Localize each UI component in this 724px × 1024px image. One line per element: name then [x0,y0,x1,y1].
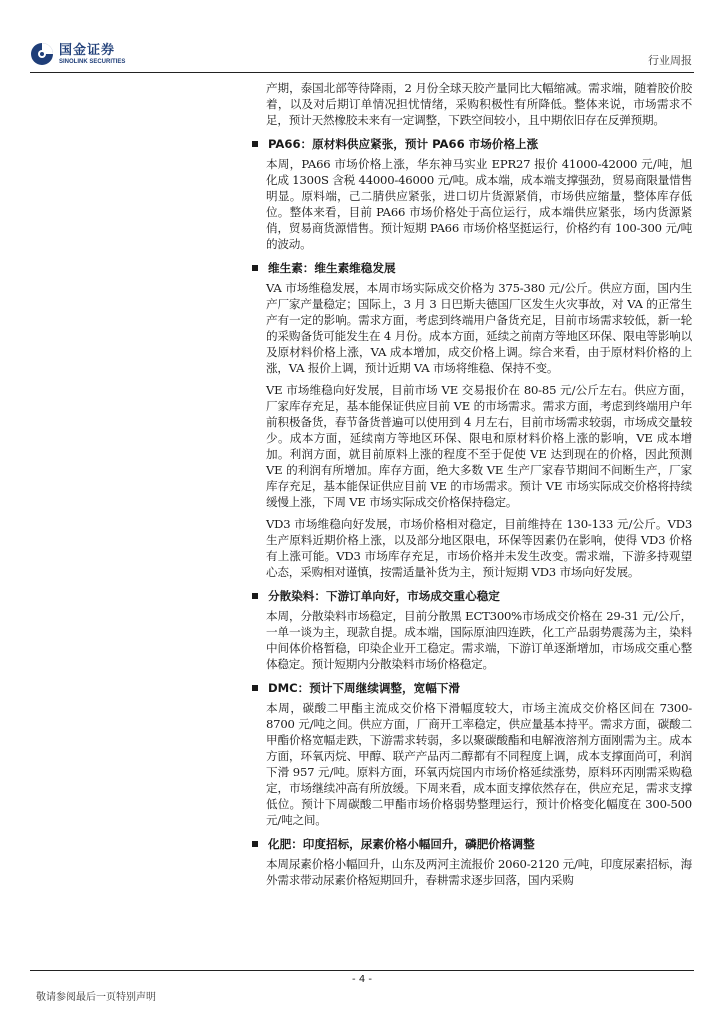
section-paragraph: VD3 市场维稳向好发展，市场价格相对稳定，目前维持在 130-133 元/公斤。VD3 生产原料近期价格上涨，以及部分地区限电，环保等因素仍在影响，使得 VD3 价格有上涨可能。VD3 市场库存充足，市场价格并未发生改变。需求端，下游多持观望心态，采购相对谨慎，按需适量补货为主，预计短期 VD3 市场向好发展。 [266,517,692,579]
report-section [252,80,692,128]
section-heading [252,588,692,604]
section-heading [252,680,692,696]
section-heading-text: PA66：原材料供应紧张，预计 PA66 市场价格上涨 [268,137,539,151]
header-divider [30,72,694,73]
report-body [252,80,692,894]
page-number: - 4 - [352,974,372,985]
report-section [252,680,692,828]
section-heading-text: 维生素：维生素维稳发展 [268,261,396,275]
section-heading-text: DMC：预计下周继续调整，宽幅下滑 [268,681,460,695]
square-bullet-icon [252,685,258,691]
section-heading [252,836,692,852]
square-bullet-icon [252,593,258,599]
report-section [252,588,692,672]
section-paragraph: 本周，分散染料市场稳定，目前分散黑 ECT300%市场成交价格在 29-31 元/公斤，一单一谈为主，现款自提。成本端，国际原油四连跌，化工产品弱势震荡为主，染料中间体价格暂稳，印染企业开工稳定。需求端，下游订单逐渐增加，市场成交重心整体稳定。预计短期内分散染料市场价格稳定。 [266,609,692,671]
section-paragraph: 本周尿素价格小幅回升，山东及两河主流报价 2060-2120 元/吨，印度尿素招标，海外需求带动尿素价格短期回升，春耕需求逐步回落，国内采购 [266,857,692,887]
section-heading [252,136,692,152]
section-paragraph: VA 市场维稳发展，本周市场实际成交价格为 375-380 元/公斤。供应方面，国内生产厂家产量稳定；国际上，3 月 3 日巴斯夫德国厂区发生火灾事故，对 VA 的正常生产有一定的影响。需求方面，考虑到终端用户备货充足，目前市场需求较低，新一轮的采购备货可能发生在 4 月份。成本方面，延续之前南方等地区环保、限电等影响以及原材料价格上涨，VA 成本增加，成交价格上调。综合来看，由于原材料价格的上涨，VA 报价上调，预计近期 VA 市场将维稳、保持不变。 [266,281,692,375]
logo-english-name: SINOLINK SECURITIES [59,58,126,65]
sinolink-logo-icon [30,42,54,66]
footer-disclaimer: 敬请参阅最后一页特别声明 [36,992,156,1003]
logo-chinese-name: 国金证券 [59,42,116,58]
section-heading-text: 化肥：印度招标，尿素价格小幅回升，磷肥价格调整 [268,837,535,851]
square-bullet-icon [252,841,258,847]
report-section [252,260,692,580]
report-section [252,836,692,888]
section-paragraph: 本周，PA66 市场价格上涨，华东神马实业 EPR27 报价 41000-42000 元/吨，旭化成 1300S 含税 44000-46000 元/吨。成本端，成本端支撑强劲，贸易商限量惜售明显。原料端，己二腈供应紧张，进口切片货源紧俏，市场供应缩量，整体库存低位。整体来看，目前 PA66 市场价格处于高位运行，成本端供应紧张，场内货源紧俏，贸易商货源惜售。预计短期 PA66 市场价格坚挺运行，价格约有 100-300 元/吨的波动。 [266,157,692,251]
section-heading [252,260,692,276]
page-header [0,0,724,72]
company-logo [30,42,125,66]
report-type-label: 行业周报 [648,54,692,67]
report-section [252,136,692,252]
square-bullet-icon [252,265,258,271]
square-bullet-icon [252,141,258,147]
section-heading-text: 分散染料：下游订单向好，市场成交重心稳定 [268,589,500,603]
footer-divider [30,970,694,971]
section-paragraph: 本周，碳酸二甲酯主流成交价格下滑幅度较大，市场主流成交价格区间在 7300-8700 元/吨之间。供应方面，厂商开工率稳定，供应量基本持平。需求方面，碳酸二甲酯价格宽幅走跌，下游需求转弱，多以聚碳酸酯和电解液溶剂方面刚需为主。成本方面，环氧丙烷、甲醇、联产产品丙二醇都有不同程度上调，成本支撑面尚可，利润下滑 957 元/吨。原料方面，环氧丙烷国内市场价格延续涨势，原料环丙刚需采购稳定，市场继续冲高有所放缓。下周来看，成本面支撑依然存在，供应充足，需求支撑低位。预计下周碳酸二甲酯市场价格弱势整理运行，预计价格变化幅度在 300-500 元/吨之间。 [266,701,692,827]
section-paragraph: VE 市场维稳向好发展，目前市场 VE 交易报价在 80-85 元/公斤左右。供应方面，厂家库存充足，基本能保证供应目前 VE 的市场需求。需求方面，考虑到终端用户年前积极备货，春节备货普遍可以使用到 4 月左右，目前市场需求较弱，市场成交量较少。成本方面，延续南方等地区环保、限电和原材料价格上涨的影响，VE 成本增加。利润方面，就目前原料上涨的程度不至于促使 VE 达到现在的价格，因此预测 VE 的利润有所增加。库存方面，绝大多数 VE 生产厂家春节期间不间断生产，厂家库存充足，基本能保证供应目前 VE 的市场需求。预计 VE 市场实际成交价格将持续缓慢上涨，下周 VE 市场实际成交价格保持稳定。 [266,383,692,509]
section-paragraph: 产期，泰国北部等待降雨，2 月份全球天胶产量同比大幅缩减。需求端，随着胶价胶着，以及对后期订单情况担忧情绪，采购积极性有所降低。整体来说，市场需求不足，预计天然橡胶未来有一定调整，下跌空间较小，且中期依旧存在反弹预期。 [266,81,692,127]
